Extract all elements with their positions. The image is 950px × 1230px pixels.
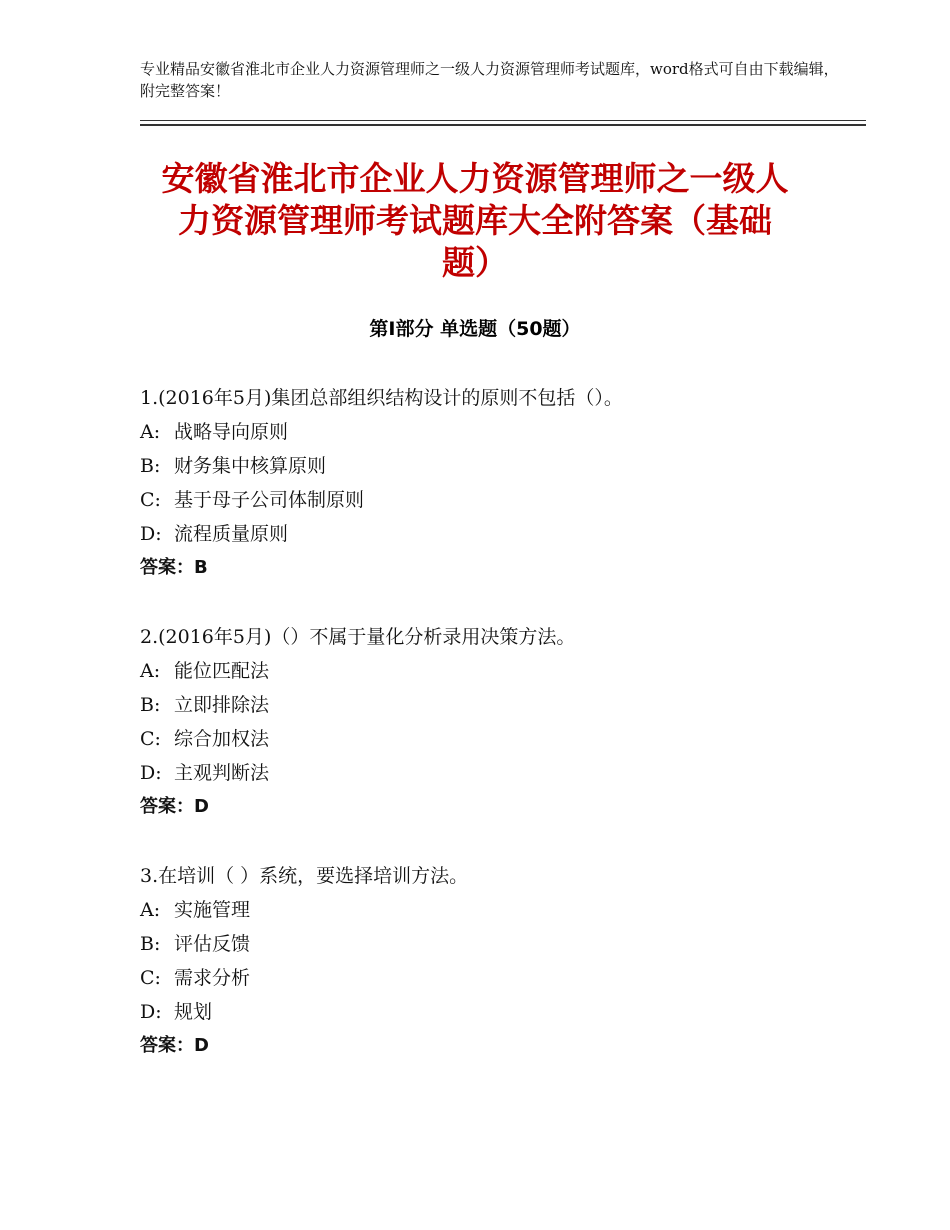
option-c: [140, 483, 860, 517]
option-text: 需求分析: [174, 967, 251, 989]
option-key: C:: [140, 728, 161, 750]
answer-line: 答案：D: [140, 1035, 209, 1056]
header-divider-thick: [140, 124, 866, 126]
option-key: A:: [140, 899, 161, 921]
option-text: 基于母子公司体制原则: [174, 489, 365, 511]
option-d: [140, 995, 860, 1029]
option-text: 主观判断法: [174, 762, 270, 784]
option-text: 评估反馈: [174, 933, 251, 955]
option-b: [140, 927, 860, 961]
option-key: D:: [140, 762, 162, 784]
question-block: [140, 859, 860, 1063]
option-c: [140, 722, 860, 756]
option-a: [140, 893, 860, 927]
title-line: 力资源管理师考试题库大全附答案（基础: [178, 201, 772, 240]
question-stem: 2.(2016年5月)（）不属于量化分析录用决策方法。: [140, 626, 576, 648]
option-text: 规划: [174, 1001, 213, 1023]
option-text: 流程质量原则: [174, 523, 289, 545]
document-title: [130, 158, 820, 284]
option-key: D:: [140, 1001, 162, 1023]
section-title: 第Ⅰ部分 单选题（50题）: [369, 318, 581, 340]
option-d: [140, 517, 860, 551]
option-key: A:: [140, 421, 161, 443]
question-stem: 3.在培训（ ）系统，要选择培训方法。: [140, 865, 469, 887]
question-block: [140, 381, 860, 585]
header-note: 专业精品安徽省淮北市企业人力资源管理师之一级人力资源管理师考试题库，word格式可自由下载编辑，附完整答案！: [140, 60, 839, 100]
option-a: [140, 654, 860, 688]
option-text: 能位匹配法: [174, 660, 270, 682]
option-key: C:: [140, 967, 161, 989]
option-b: [140, 449, 860, 483]
option-b: [140, 688, 860, 722]
option-text: 战略导向原则: [174, 421, 289, 443]
option-key: B:: [140, 455, 161, 477]
option-key: B:: [140, 694, 161, 716]
option-a: [140, 415, 860, 449]
option-text: 立即排除法: [174, 694, 270, 716]
option-key: C:: [140, 489, 161, 511]
title-line: 题）: [442, 243, 508, 282]
option-key: B:: [140, 933, 161, 955]
answer-line: 答案：B: [140, 557, 208, 578]
option-key: A:: [140, 660, 161, 682]
header-divider-thin: [140, 120, 866, 121]
option-text: 综合加权法: [174, 728, 270, 750]
question-block: [140, 620, 860, 824]
answer-line: 答案：D: [140, 796, 209, 817]
option-text: 财务集中核算原则: [174, 455, 327, 477]
option-text: 实施管理: [174, 899, 251, 921]
option-c: [140, 961, 860, 995]
question-stem: 1.(2016年5月)集团总部组织结构设计的原则不包括（）。: [140, 387, 623, 409]
option-key: D:: [140, 523, 162, 545]
option-d: [140, 756, 860, 790]
title-line: 安徽省淮北市企业人力资源管理师之一级人: [161, 159, 789, 198]
